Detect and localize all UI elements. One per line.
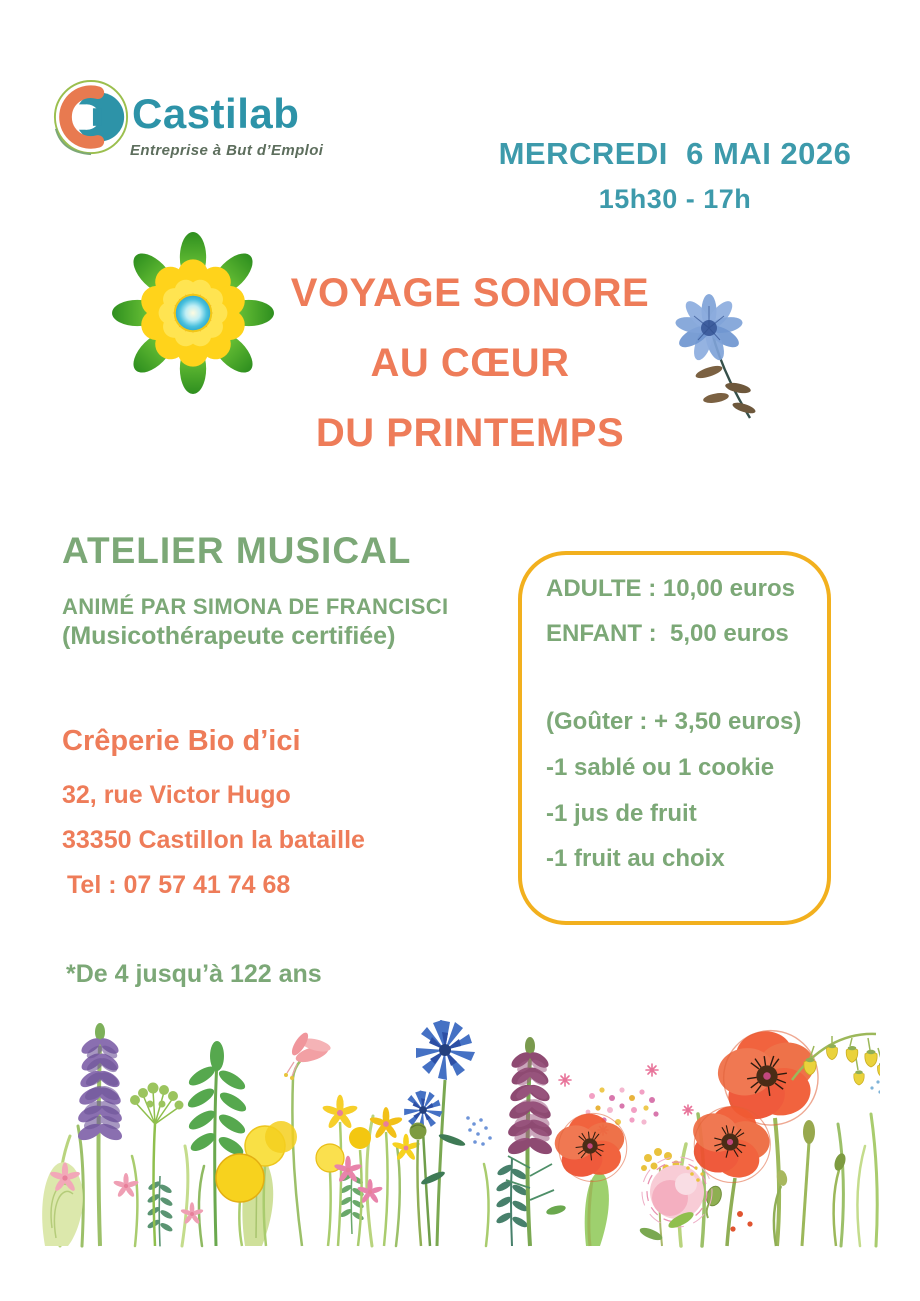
logo-name: Castilab bbox=[132, 90, 300, 137]
event-title bbox=[275, 258, 665, 468]
event-time: 15h30 - 17h bbox=[598, 184, 752, 214]
price-child: ENFANT : 5,00 euros bbox=[546, 620, 789, 647]
castilab-logo bbox=[52, 76, 332, 168]
venue-street: 32, rue Victor Hugo bbox=[62, 781, 291, 809]
workshop-heading: ATELIER MUSICAL bbox=[62, 530, 412, 571]
price-snack: (Goûter : + 3,50 euros) bbox=[546, 708, 802, 735]
pricing-box bbox=[518, 551, 831, 925]
snack-item: -1 fruit au choix bbox=[546, 845, 725, 872]
logo-tagline: Entreprise à But d’Emploi bbox=[130, 142, 324, 159]
wildflower-meadow-illustration bbox=[40, 1018, 880, 1248]
castilab-interlocked-c-icon bbox=[52, 78, 130, 160]
snack-item: -1 jus de fruit bbox=[546, 800, 697, 827]
venue-phone: Tel : 07 57 41 74 68 bbox=[67, 871, 291, 899]
venue-city: 33350 Castillon la bataille bbox=[62, 826, 365, 854]
snack-item: -1 sablé ou 1 cookie bbox=[546, 754, 775, 781]
price-adult: ADULTE : 10,00 euros bbox=[546, 575, 795, 602]
yellow-flower-icon bbox=[112, 230, 274, 396]
workshop-credential: (Musicothérapeute certifiée) bbox=[62, 622, 396, 650]
event-date: MERCREDI 6 MAI 2026 bbox=[498, 136, 852, 171]
blue-flower-icon bbox=[652, 292, 772, 424]
event-title-line1: VOYAGE SONORE bbox=[290, 271, 650, 315]
event-title-line2: AU CŒUR bbox=[370, 341, 570, 385]
age-footnote: *De 4 jusqu’à 122 ans bbox=[66, 960, 322, 988]
venue-name: Crêperie Bio d’ici bbox=[62, 725, 301, 757]
event-title-line3: DU PRINTEMPS bbox=[315, 411, 625, 455]
workshop-facilitator: ANIMÉ PAR SIMONA DE FRANCISCI bbox=[62, 594, 449, 619]
